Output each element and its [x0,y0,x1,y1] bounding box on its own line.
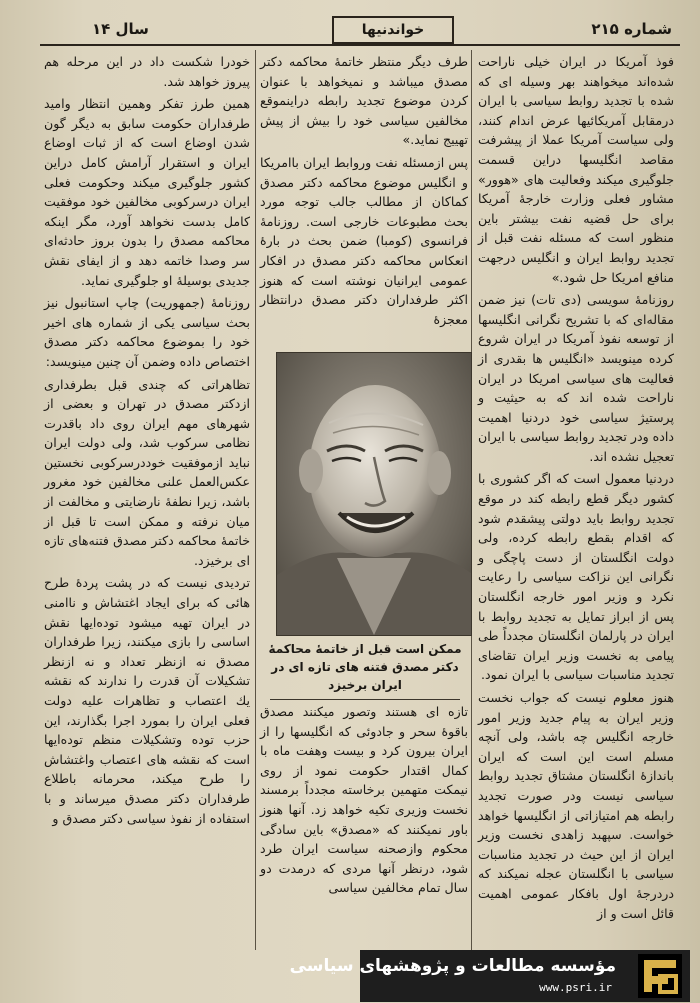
photo-caption: ممکن است قبل از خاتمهٔ محاکمهٔ دکتر مصدق فتنه های تازه ای در ایران برخیزد [268,642,462,692]
paragraph: تظاهراتی که چندی قبل بطرفداری ازدکتر مصدق در تهران و بعضی از شهرهای مهم ایران روی داد باقدرت نظامی سرکوب شد، ولی دولت ایران نباید ازموفقیت خوددرسرکوبی نخستین عکس‌العمل علنی مخالفین خود مغرور باشد، زیرا نطفهٔ نارضایتی و مخالفت از میان نرفته و ممکن است تا قبل از خاتمهٔ محاکمه دکتر مصدق فتنه‌های تازه ای برخیزد. [44,376,250,568]
paragraph: خودرا شکست داد در این مرحله هم پیروز خواهد شد. [44,54,250,89]
paragraph: فوذ آمریکا در ایران خیلی ناراحت شده‌اند میخواهند بهر وسیله ای که شده با تجدید روابط سیاسی با ایران درمقابل آمریکائیها عرض اندام کنند، ولی سیاست آمریکا عملا از پیشرفت مقاصد انگلیسها دراین قسمت جلوگیری میکند وفعالیت های «هوور» مشاور فعلی وزارت خارجهٔ آمریکا برای حل قضیه نفت بیشتر باین منظور است که مسئله نفت قبل از تجدید روابط ایران و انگلیس درجهت منافع امریکا حل شود.» [478,54,674,285]
institute-logo-icon [638,954,682,998]
column-divider [255,50,256,950]
institute-url: www.psri.ir [539,981,612,994]
paragraph: هنوز معلوم نیست که جواب نخست وزیر ایران به پیام جدید وزیر امور خارجه انگلیس چه باشد، ولی آنچه مسلم است این است که ایران باندازهٔ انگلستان مشتاق تجدید روابط سیاسی نیست ودر صورت تجدید رابطه هم امتیازاتی از انگلیسها خواهد خواست. سپهبد زاهدی نخست وزیر ایران از این حیث در تجدید مناسبات سیاسی با انگلستان عجله نمیکند که دردرجهٔ اول بافکار عمومی اهمیت قائل است و از [478,690,674,921]
column-left [44,52,250,952]
institute-name: مؤسسه مطالعات و پژوهشهای سیاسی [289,956,616,976]
year-label: سال ۱۴ [92,20,149,38]
paragraph: دردنیا معمول است که اگر کشوری با کشور دیگر قطع رابطه کند در موقع تجدید روابط باید دولتی پیشقدم شود که اقدام بقطع رابطه کرده، ولی دولت انگلستان از دست پاچگی و نگرانی این نزاکت سیاسی را رعایت نکرد و وزیر امور خارجه انگلستان پس از ابراز تمایل به تجدید روابط با ایران در پارلمان انگلستان مجدداً طی پیامی به نخست وزیر ایران تقاضای تجدید مناسبات سیاسی با ایران نمود. [478,471,674,683]
paragraph: روزنامهٔ سویسی (دی تات) نیز ضمن مقاله‌ای که با تشریح نگرانی انگلیسها از توسعه نفوذ آمریکا در ایران شروع کرده مینویسد «انگلیس ها بقدری از فعالیت های سیاسی امریکا در ایران ناراحت شده اند که به حیثیت و پرستیژ سیاسی خود دردنیا اهمیت داده ودر تجدید روابط سیاسی با ایران تعجیل نشده اند. [478,292,674,464]
column-right [478,52,674,921]
header-rule [40,44,680,46]
column-middle-top [260,52,468,344]
issue-number: شماره ۲۱۵ [591,20,672,38]
caption-rule [270,699,460,700]
paragraph: روزنامهٔ (جمهوریت) چاپ استانبول نیز بحث سیاسی یکی از شماره های اخیر خود را بموضوع محاکمه دکتر مصدق اختصاص داده وضمن آن چنین مینویسد: [44,295,250,369]
paragraph: تردیدی نیست که در پشت پردهٔ طرح هائی که برای ایجاد اغتشاش و ناامنی در ایران تهیه میشود توده‌ایها نقش اساسی را بازی میکنند، زیرا طرفداران مصدق نه ازنظر تعداد و نه ازنظر تشکیلات آن قدرت را ندارند که نقشه یك اعتصاب و تظاهرات علیه دولت فعلی ایران را بمورد اجرا بگذارند، این حزب توده وتشکیلات منظم توده‌ایها است که نقشه های اعتصاب واغتشاش را طرح میکند، محرمانه باطلاع طرفداران دکتر مصدق میرساند و با استفاده از نفوذ سیاسی دکتر مصدق و [44,575,250,826]
paragraph: طرف دیگر منتظر خاتمهٔ محاکمه دکتر مصدق میباشد و نمیخواهد با عنوان کردن موضوع تجدید رابطه دراینموقع مخالفین سیاسی خود را بیش از پیش تهییج نماید.» [260,54,468,148]
column-middle-bottom [260,702,468,952]
paragraph: همین طرز تفکر وهمین انتظار وامید طرفداران حکومت سابق به دیگر گون شدن اوضاع است که از ثبات اوضاع ایران و استقرار آرامش کامل دراین کشور جلوگیری میکند وحکومت فعلی ایران درسرکوبی مخالفین خود موفقیت کامل بدست نخواهد آورد، مگر اینکه محاکمه مصدق را بدون بروز حادثه‌ای سر وصدا خاتمه دهد و از ایفای نقش جدیدی بوسیلهٔ او جلوگیری نماید. [44,96,250,288]
paragraph: تازه ای هستند وتصور میکنند مصدق باقوهٔ سحر و جادوئی که انگلیسها را از ایران بیرون کرد و بیست وهفت ماه با کمال اقتدار حکومت نمود از روی نیمکت متهمین برخاسته مجدداً برمسند نخست وزیری تکیه خواهد زد. آنها هنوز باور نمیکنند که «مصدق» باین سادگی محکوم وازصحنه سیاست ایران طرد شود، درنظر آنها مردی که درمدت دو سال تمام مخالفین سیاسی [260,704,468,896]
page-header [22,14,682,44]
portrait-photo [276,352,472,636]
watermark-footer [289,950,690,1002]
magazine-title-box: خواندنیها [332,16,454,44]
paragraph: پس ازمسئله نفت وروابط ایران باامریکا و انگلیس موضوع محاکمه دکتر مصدق کماکان از مطالب جالب توجه مورد بحث مطبوعات خارجی است. روزنامهٔ فرانسوی (کومبا) ضمن بحث در بارهٔ انعکاس محاکمه دکتر مصدق در افکار عمومی ایرانیان نوشته است که هنوز اکثر طرفداران دکتر مصدق درانتظار معجزهٔ [260,154,468,327]
portrait-illustration [277,353,471,635]
